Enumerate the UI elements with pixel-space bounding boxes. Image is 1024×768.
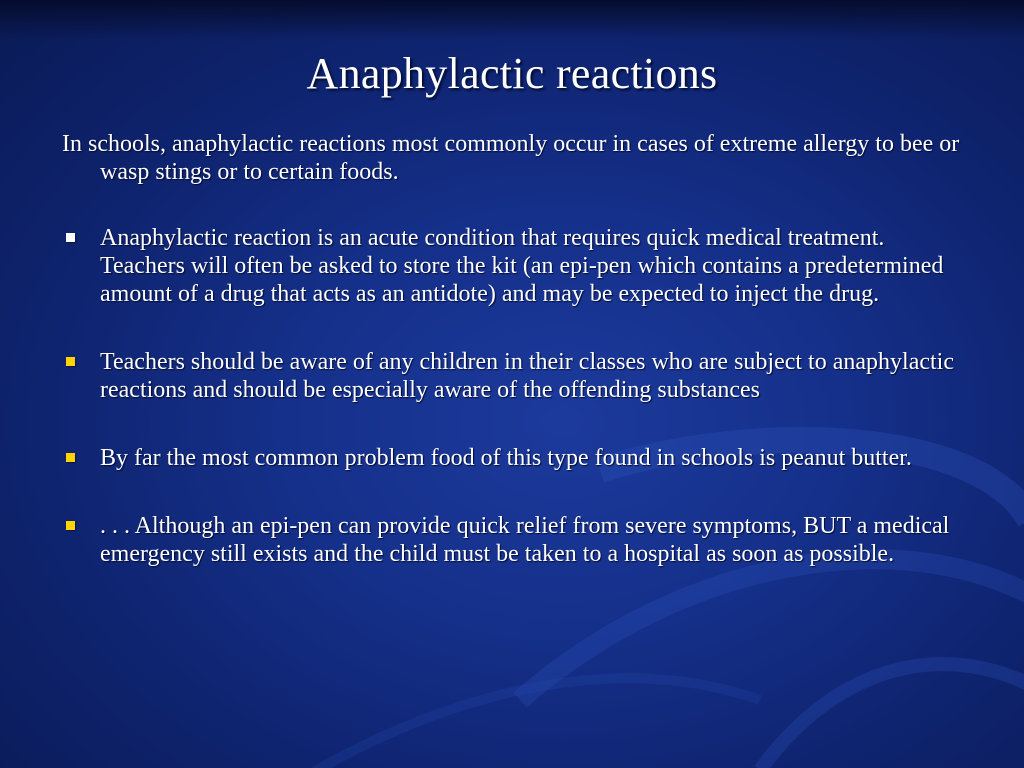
slide-title: Anaphylactic reactions [306, 49, 718, 98]
square-bullet-icon [66, 521, 75, 530]
square-bullet-icon [66, 453, 75, 462]
bullet-item [62, 512, 972, 568]
bullet-text: Anaphylactic reaction is an acute condition that requires quick medical treatment. Teachers will often be asked to store the kit (an epi-pen which contains a predetermined amount of a drug that acts as an antidote) and may be expected to inject the drug. [100, 225, 944, 307]
bullet-item [62, 348, 972, 404]
bullet-item [62, 444, 972, 472]
bullet-item [62, 224, 972, 308]
square-bullet-icon [66, 233, 75, 242]
bullet-text: By far the most common problem food of this type found in schools is peanut butter. [100, 445, 912, 471]
bullet-text: . . . Although an epi-pen can provide quick relief from severe symptoms, BUT a medical emergency still exists and the child must be taken to a hospital as soon as possible. [100, 513, 950, 567]
intro-paragraph: In schools, anaphylactic reactions most commonly occur in cases of extreme allergy to bee or wasp stings or to certain foods. [62, 131, 960, 185]
square-bullet-icon [66, 357, 75, 366]
bullet-text: Teachers should be aware of any children in their classes who are subject to anaphylactic reactions and should be especially aware of the offending substances [100, 349, 954, 403]
slide-body [62, 130, 972, 608]
